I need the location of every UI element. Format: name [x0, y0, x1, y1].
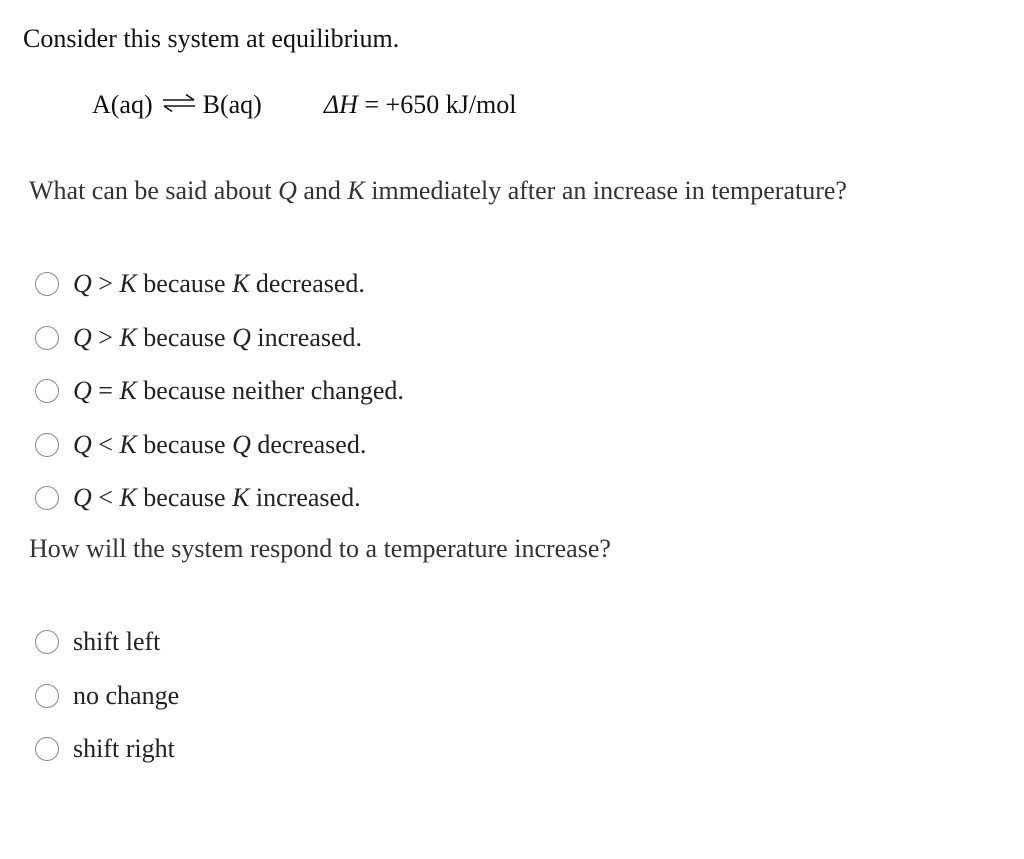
radio-button[interactable] — [35, 630, 59, 654]
q1-option-1[interactable] — [35, 269, 365, 299]
intro-text: Consider this system at equilibrium. — [23, 24, 400, 53]
option-text: increased. — [250, 323, 363, 352]
prompt-k-symbol: K — [347, 176, 365, 205]
symbol: Q — [73, 376, 92, 405]
reactant: A(aq) — [92, 90, 153, 119]
symbol: K — [232, 269, 250, 298]
symbol: K — [232, 483, 250, 512]
symbol: K — [119, 483, 137, 512]
product: B(aq) — [202, 90, 262, 119]
delta-h-symbol: ΔH — [323, 90, 358, 119]
operator: > — [91, 323, 120, 352]
radio-button[interactable] — [35, 433, 59, 457]
radio-button[interactable] — [35, 684, 59, 708]
option-text: decreased. — [250, 430, 367, 459]
q2-option-shift-right[interactable] — [35, 734, 175, 764]
prompt-q-symbol: Q — [278, 176, 297, 205]
equilibrium-arrows-icon — [161, 90, 197, 120]
symbol: Q — [232, 430, 251, 459]
option-text: because — [136, 483, 233, 512]
symbol: Q — [232, 323, 251, 352]
radio-button[interactable] — [35, 486, 59, 510]
operator: < — [91, 430, 120, 459]
option-text: because neither changed. — [136, 376, 404, 405]
option-label — [73, 323, 362, 353]
prompt-part: What can be said about — [29, 176, 279, 205]
symbol: K — [119, 323, 137, 352]
q2-option-no-change[interactable] — [35, 681, 179, 711]
reaction-equation — [92, 90, 517, 120]
radio-button[interactable] — [35, 737, 59, 761]
option-text: because — [136, 269, 233, 298]
operator: > — [91, 269, 120, 298]
radio-button[interactable] — [35, 379, 59, 403]
radio-button[interactable] — [35, 272, 59, 296]
q1-option-3[interactable] — [35, 376, 404, 406]
symbol: K — [119, 430, 137, 459]
option-label — [73, 269, 365, 299]
q1-option-2[interactable] — [35, 323, 362, 353]
symbol: Q — [73, 430, 92, 459]
delta-h — [324, 90, 517, 120]
radio-button[interactable] — [35, 326, 59, 350]
prompt-part: immediately after an increase in temperature? — [364, 176, 847, 205]
symbol: Q — [73, 269, 92, 298]
option-label: shift left — [73, 627, 161, 656]
option-label — [73, 430, 366, 460]
option-label: shift right — [73, 734, 175, 763]
option-text: decreased. — [249, 269, 365, 298]
question-1-prompt — [29, 176, 847, 206]
symbol: K — [119, 269, 137, 298]
option-text: because — [136, 430, 233, 459]
prompt-part: and — [296, 176, 348, 205]
option-text: increased. — [249, 483, 361, 512]
symbol: Q — [73, 323, 92, 352]
option-label — [73, 376, 404, 406]
symbol: K — [119, 376, 137, 405]
q1-option-4[interactable] — [35, 430, 366, 460]
operator: < — [91, 483, 120, 512]
q2-option-shift-left[interactable] — [35, 627, 160, 657]
q1-option-5[interactable] — [35, 483, 361, 513]
delta-h-value: = +650 kJ/mol — [364, 90, 517, 119]
symbol: Q — [73, 483, 92, 512]
option-text: because — [136, 323, 233, 352]
option-label: no change — [73, 681, 180, 710]
option-label — [73, 483, 361, 513]
question-2-prompt: How will the system respond to a temperature increase? — [29, 534, 611, 563]
operator: = — [91, 376, 120, 405]
